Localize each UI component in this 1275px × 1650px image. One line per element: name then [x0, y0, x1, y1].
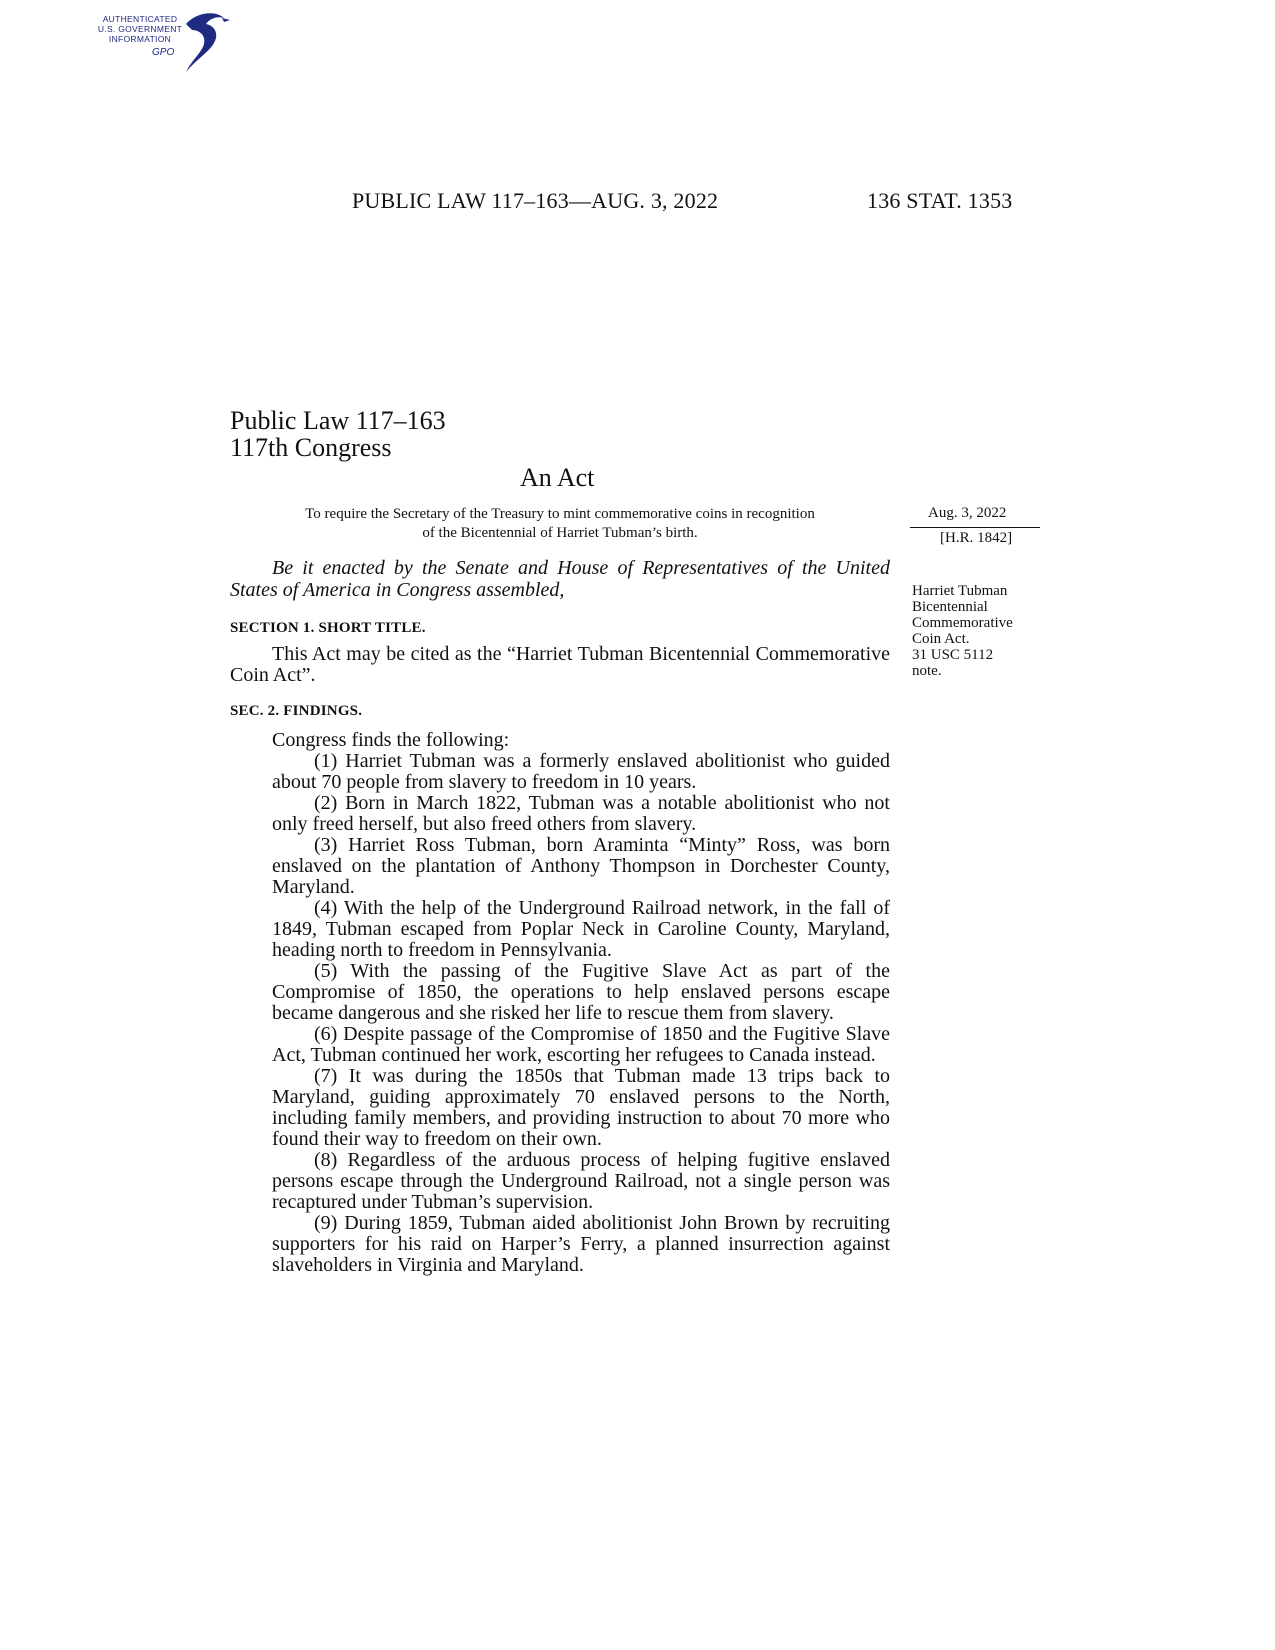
logo-line-2: U.S. GOVERNMENT	[97, 24, 183, 34]
eagle-icon	[172, 10, 232, 76]
finding-6: (6) Despite passage of the Compromise of 1850 and the Fugitive Slave Act, Tubman continued her work, escorting her refugees to Canada instead.	[272, 1023, 890, 1066]
section-2-heading: SEC. 2. FINDINGS.	[230, 703, 363, 719]
logo-gpo-text: GPO	[152, 47, 175, 58]
margin-note-line: note.	[912, 663, 942, 679]
statute-page-reference: 136 STAT. 1353	[867, 188, 1013, 213]
finding-1: (1) Harriet Tubman was a formerly enslaved abolitionist who guided about 70 people from slavery to freedom in 10 years.	[272, 750, 890, 793]
congress-number: 117th Congress	[230, 433, 392, 462]
margin-bill-number: [H.R. 1842]	[940, 530, 1013, 546]
margin-note-line: Coin Act.	[912, 631, 970, 647]
section-1-body	[230, 644, 890, 686]
finding-4: (4) With the help of the Underground Railroad network, in the fall of 1849, Tubman escaped from Poplar Neck in Caroline County, Maryland, heading north to freedom in Pennsylvania.	[272, 897, 890, 961]
finding-2: (2) Born in March 1822, Tubman was a notable abolitionist who not only freed herself, but also freed others from slavery.	[272, 792, 890, 835]
finding-7: (7) It was during the 1850s that Tubman made 13 trips back to Maryland, guiding approximately 70 enslaved persons to the North, including family members, and providing instruction to about 70 more who found their way to freedom on their own.	[272, 1065, 890, 1150]
gpo-authentication-logo	[92, 10, 232, 76]
public-law-title: Public Law 117–163	[230, 406, 446, 435]
finding-8: (8) Regardless of the arduous process of helping fugitive enslaved persons escape through the Underground Railroad, not a single person was recaptured under Tubman’s supervision.	[272, 1149, 890, 1213]
logo-line-3: INFORMATION	[108, 34, 172, 44]
purpose-line-2: of the Bicentennial of Harriet Tubman’s birth.	[422, 525, 698, 541]
margin-note-line: Harriet Tubman	[912, 583, 1008, 599]
finding-5: (5) With the passing of the Fugitive Slave Act as part of the Compromise of 1850, the operations to help enslaved persons escape became dangerous and she risked her life to rescue them from slavery.	[272, 960, 890, 1024]
section-1-text: This Act may be cited as the “Harriet Tubman Bicentennial Commemorative Coin Act”.	[230, 643, 890, 686]
finding-3: (3) Harriet Ross Tubman, born Araminta “Minty” Ross, was born enslaved on the plantation of Anthony Thompson in Dorchester County, Maryland.	[272, 834, 890, 898]
act-heading: An Act	[520, 463, 595, 492]
finding-9: (9) During 1859, Tubman aided abolitionist John Brown by recruiting supporters for his raid on Harper’s Ferry, a planned insurrection against slaveholders in Virginia and Maryland.	[272, 1212, 890, 1276]
running-head: PUBLIC LAW 117–163—AUG. 3, 2022	[352, 188, 719, 213]
purpose-line-1: To require the Secretary of the Treasury to mint commemorative coins in recognition	[305, 506, 815, 522]
enacting-clause-text: Be it enacted by the Senate and House of Representatives of the United States of America in Congress assembled,	[230, 557, 890, 601]
margin-note-line: Commemorative	[912, 615, 1013, 631]
logo-line-1: AUTHENTICATED	[102, 14, 178, 24]
margin-date: Aug. 3, 2022	[928, 505, 1007, 521]
findings-list	[272, 751, 890, 1276]
findings-intro: Congress finds the following:	[272, 729, 510, 751]
act-purpose	[230, 505, 890, 543]
margin-divider	[910, 527, 1040, 528]
section-1-heading: SECTION 1. SHORT TITLE.	[230, 620, 426, 636]
margin-note-line: 31 USC 5112	[912, 647, 994, 663]
margin-note-line: Bicentennial	[912, 599, 988, 615]
margin-note	[912, 583, 1052, 679]
enacting-clause	[230, 557, 890, 601]
